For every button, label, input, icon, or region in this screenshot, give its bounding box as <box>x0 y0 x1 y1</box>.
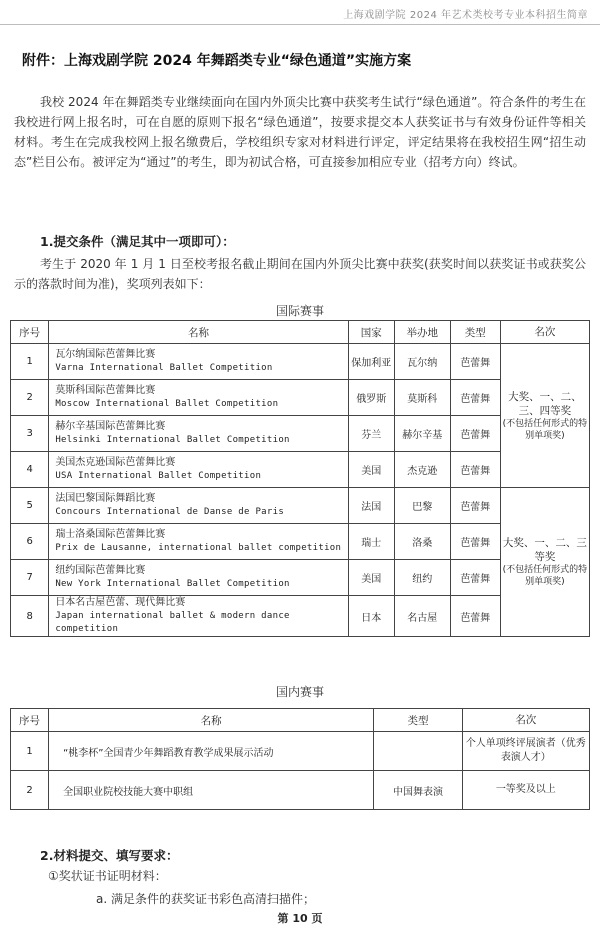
rank-group-1 <box>500 344 589 488</box>
section-1-text: 考生于 2020 年 1 月 1 日至校考报名截止期间在国内外顶尖比赛中获奖(获奖时间以获奖证书或获奖公示的落款时间为准)，奖项列表如下： <box>14 257 586 291</box>
rank-note: (不包括任何形式的特别单项奖) <box>502 565 588 587</box>
name-zh: 法国巴黎国际舞蹈比赛 <box>55 493 156 504</box>
row-type: 芭蕾舞 <box>450 524 500 560</box>
row-host: 巴黎 <box>394 488 450 524</box>
header-index: 序号 <box>11 709 49 732</box>
row-host: 杰克逊 <box>394 452 450 488</box>
name-en: Helsinki International Ballet Competition <box>55 435 290 445</box>
rank-group-2 <box>500 488 589 637</box>
section-1-heading: 1.提交条件（满足其中一项即可）： <box>40 234 235 249</box>
header-type: 类型 <box>450 321 500 344</box>
row-type: 中国舞表演 <box>374 771 462 810</box>
header-host: 举办地 <box>394 321 450 344</box>
header-index: 序号 <box>11 321 49 344</box>
table-row <box>11 771 590 810</box>
row-index: 7 <box>11 560 49 596</box>
name-zh: 赫尔辛基国际芭蕾舞比赛 <box>55 421 166 432</box>
row-rank: 一等奖及以上 <box>462 771 589 810</box>
header-name: 名称 <box>49 709 374 732</box>
page-title: 附件：上海戏剧学院 2024 年舞蹈类专业“绿色通道”实施方案 <box>22 53 412 69</box>
row-name <box>49 344 348 380</box>
name-en: USA International Ballet Competition <box>55 471 262 481</box>
row-country: 法国 <box>348 488 394 524</box>
row-type: 芭蕾舞 <box>450 488 500 524</box>
rank-main: 大奖、一、二、三、四等奖 <box>508 390 582 417</box>
row-name <box>49 524 348 560</box>
name-en: Prix de Lausanne, international ballet competition <box>55 543 342 553</box>
name-en: New York International Ballet Competition <box>55 579 290 589</box>
row-country: 保加利亚 <box>348 344 394 380</box>
row-name <box>49 488 348 524</box>
row-type <box>374 732 462 771</box>
row-index: 3 <box>11 416 49 452</box>
header-rank: 名次 <box>500 321 589 344</box>
row-host: 名古屋 <box>394 596 450 637</box>
table-row <box>11 344 590 380</box>
row-name <box>49 416 348 452</box>
row-index: 2 <box>11 771 49 810</box>
international-competitions-table <box>10 320 590 637</box>
table-row <box>11 488 590 524</box>
name-en: Japan international ballet & modern dance competition <box>55 611 290 634</box>
table-header-row <box>11 709 590 732</box>
name-en: Varna International Ballet Competition <box>55 363 273 373</box>
header-rank: 名次 <box>462 709 589 732</box>
header-type: 类型 <box>374 709 462 732</box>
header-country: 国家 <box>348 321 394 344</box>
section-2-heading: 2.材料提交、填写要求： <box>40 848 179 863</box>
row-type: 芭蕾舞 <box>450 452 500 488</box>
name-zh: 瓦尔纳国际芭蕾舞比赛 <box>55 349 156 360</box>
row-host: 莫斯科 <box>394 380 450 416</box>
table-header-row <box>11 321 590 344</box>
row-index: 8 <box>11 596 49 637</box>
section-2-item-a: a. 满足条件的获奖证书彩色高清扫描件； <box>96 892 315 906</box>
row-name <box>49 596 348 637</box>
row-country: 俄罗斯 <box>348 380 394 416</box>
row-host: 瓦尔纳 <box>394 344 450 380</box>
row-name <box>49 452 348 488</box>
row-type: 芭蕾舞 <box>450 596 500 637</box>
row-index: 5 <box>11 488 49 524</box>
row-type: 芭蕾舞 <box>450 560 500 596</box>
name-zh: 瑞士洛桑国际芭蕾舞比赛 <box>55 529 166 540</box>
row-rank: 个人单项终评展演者（优秀表演人才） <box>462 732 589 771</box>
name-zh: 日本名古屋芭蕾、现代舞比赛 <box>55 597 186 608</box>
row-country: 瑞士 <box>348 524 394 560</box>
domestic-competitions-table <box>10 708 590 810</box>
row-type: 芭蕾舞 <box>450 380 500 416</box>
name-en: Moscow International Ballet Competition <box>55 399 279 409</box>
intro-paragraph: 我校 2024 年在舞蹈类专业继续面向在国内外顶尖比赛中获奖考生试行“绿色通道”。符合条件的考生在我校进行网上报名时，可在自愿的原则下报名“绿色通道”，按要求提交本人获奖证书与有效身份证件等相关材料。考生在完成我校网上报名缴费后，学校组织专家对材料进行评定，评定结果将在我校招生网“招生动态”栏目公布。被评定为“通过”的考生，即为初试合格，可直接参加相应专业（招考方向）终试。 <box>14 95 586 169</box>
section-2-item-1: ①奖状证书证明材料： <box>48 869 167 883</box>
header-name: 名称 <box>49 321 348 344</box>
row-name: “桃李杯”全国青少年舞蹈教育教学成果展示活动 <box>49 732 374 771</box>
row-host: 洛桑 <box>394 524 450 560</box>
row-country: 日本 <box>348 596 394 637</box>
page-number: 第 10 页 <box>277 912 323 925</box>
row-host: 纽约 <box>394 560 450 596</box>
name-en: Concours International de Danse de Paris <box>55 507 285 517</box>
row-name <box>49 560 348 596</box>
row-index: 1 <box>11 344 49 380</box>
row-country: 芬兰 <box>348 416 394 452</box>
row-index: 6 <box>11 524 49 560</box>
row-index: 2 <box>11 380 49 416</box>
row-country: 美国 <box>348 560 394 596</box>
rank-note: (不包括任何形式的特别单项奖) <box>502 418 588 441</box>
domestic-table-caption: 国内赛事 <box>275 685 324 699</box>
name-zh: 纽约国际芭蕾舞比赛 <box>55 565 146 576</box>
row-type: 芭蕾舞 <box>450 344 500 380</box>
row-index: 1 <box>11 732 49 771</box>
page-header: 上海戏剧学院 2024 年艺术类校考专业本科招生简章 <box>343 10 588 21</box>
header-divider <box>0 24 600 25</box>
row-index: 4 <box>11 452 49 488</box>
table-row <box>11 732 590 771</box>
international-table-caption: 国际赛事 <box>275 304 324 318</box>
name-zh: 莫斯科国际芭蕾舞比赛 <box>55 385 156 396</box>
row-name: 全国职业院校技能大赛中职组 <box>49 771 374 810</box>
row-name <box>49 380 348 416</box>
row-host: 赫尔辛基 <box>394 416 450 452</box>
name-zh: 美国杰克逊国际芭蕾舞比赛 <box>55 457 176 468</box>
row-country: 美国 <box>348 452 394 488</box>
row-type: 芭蕾舞 <box>450 416 500 452</box>
rank-main: 大奖、一、二、三等奖 <box>502 537 587 563</box>
